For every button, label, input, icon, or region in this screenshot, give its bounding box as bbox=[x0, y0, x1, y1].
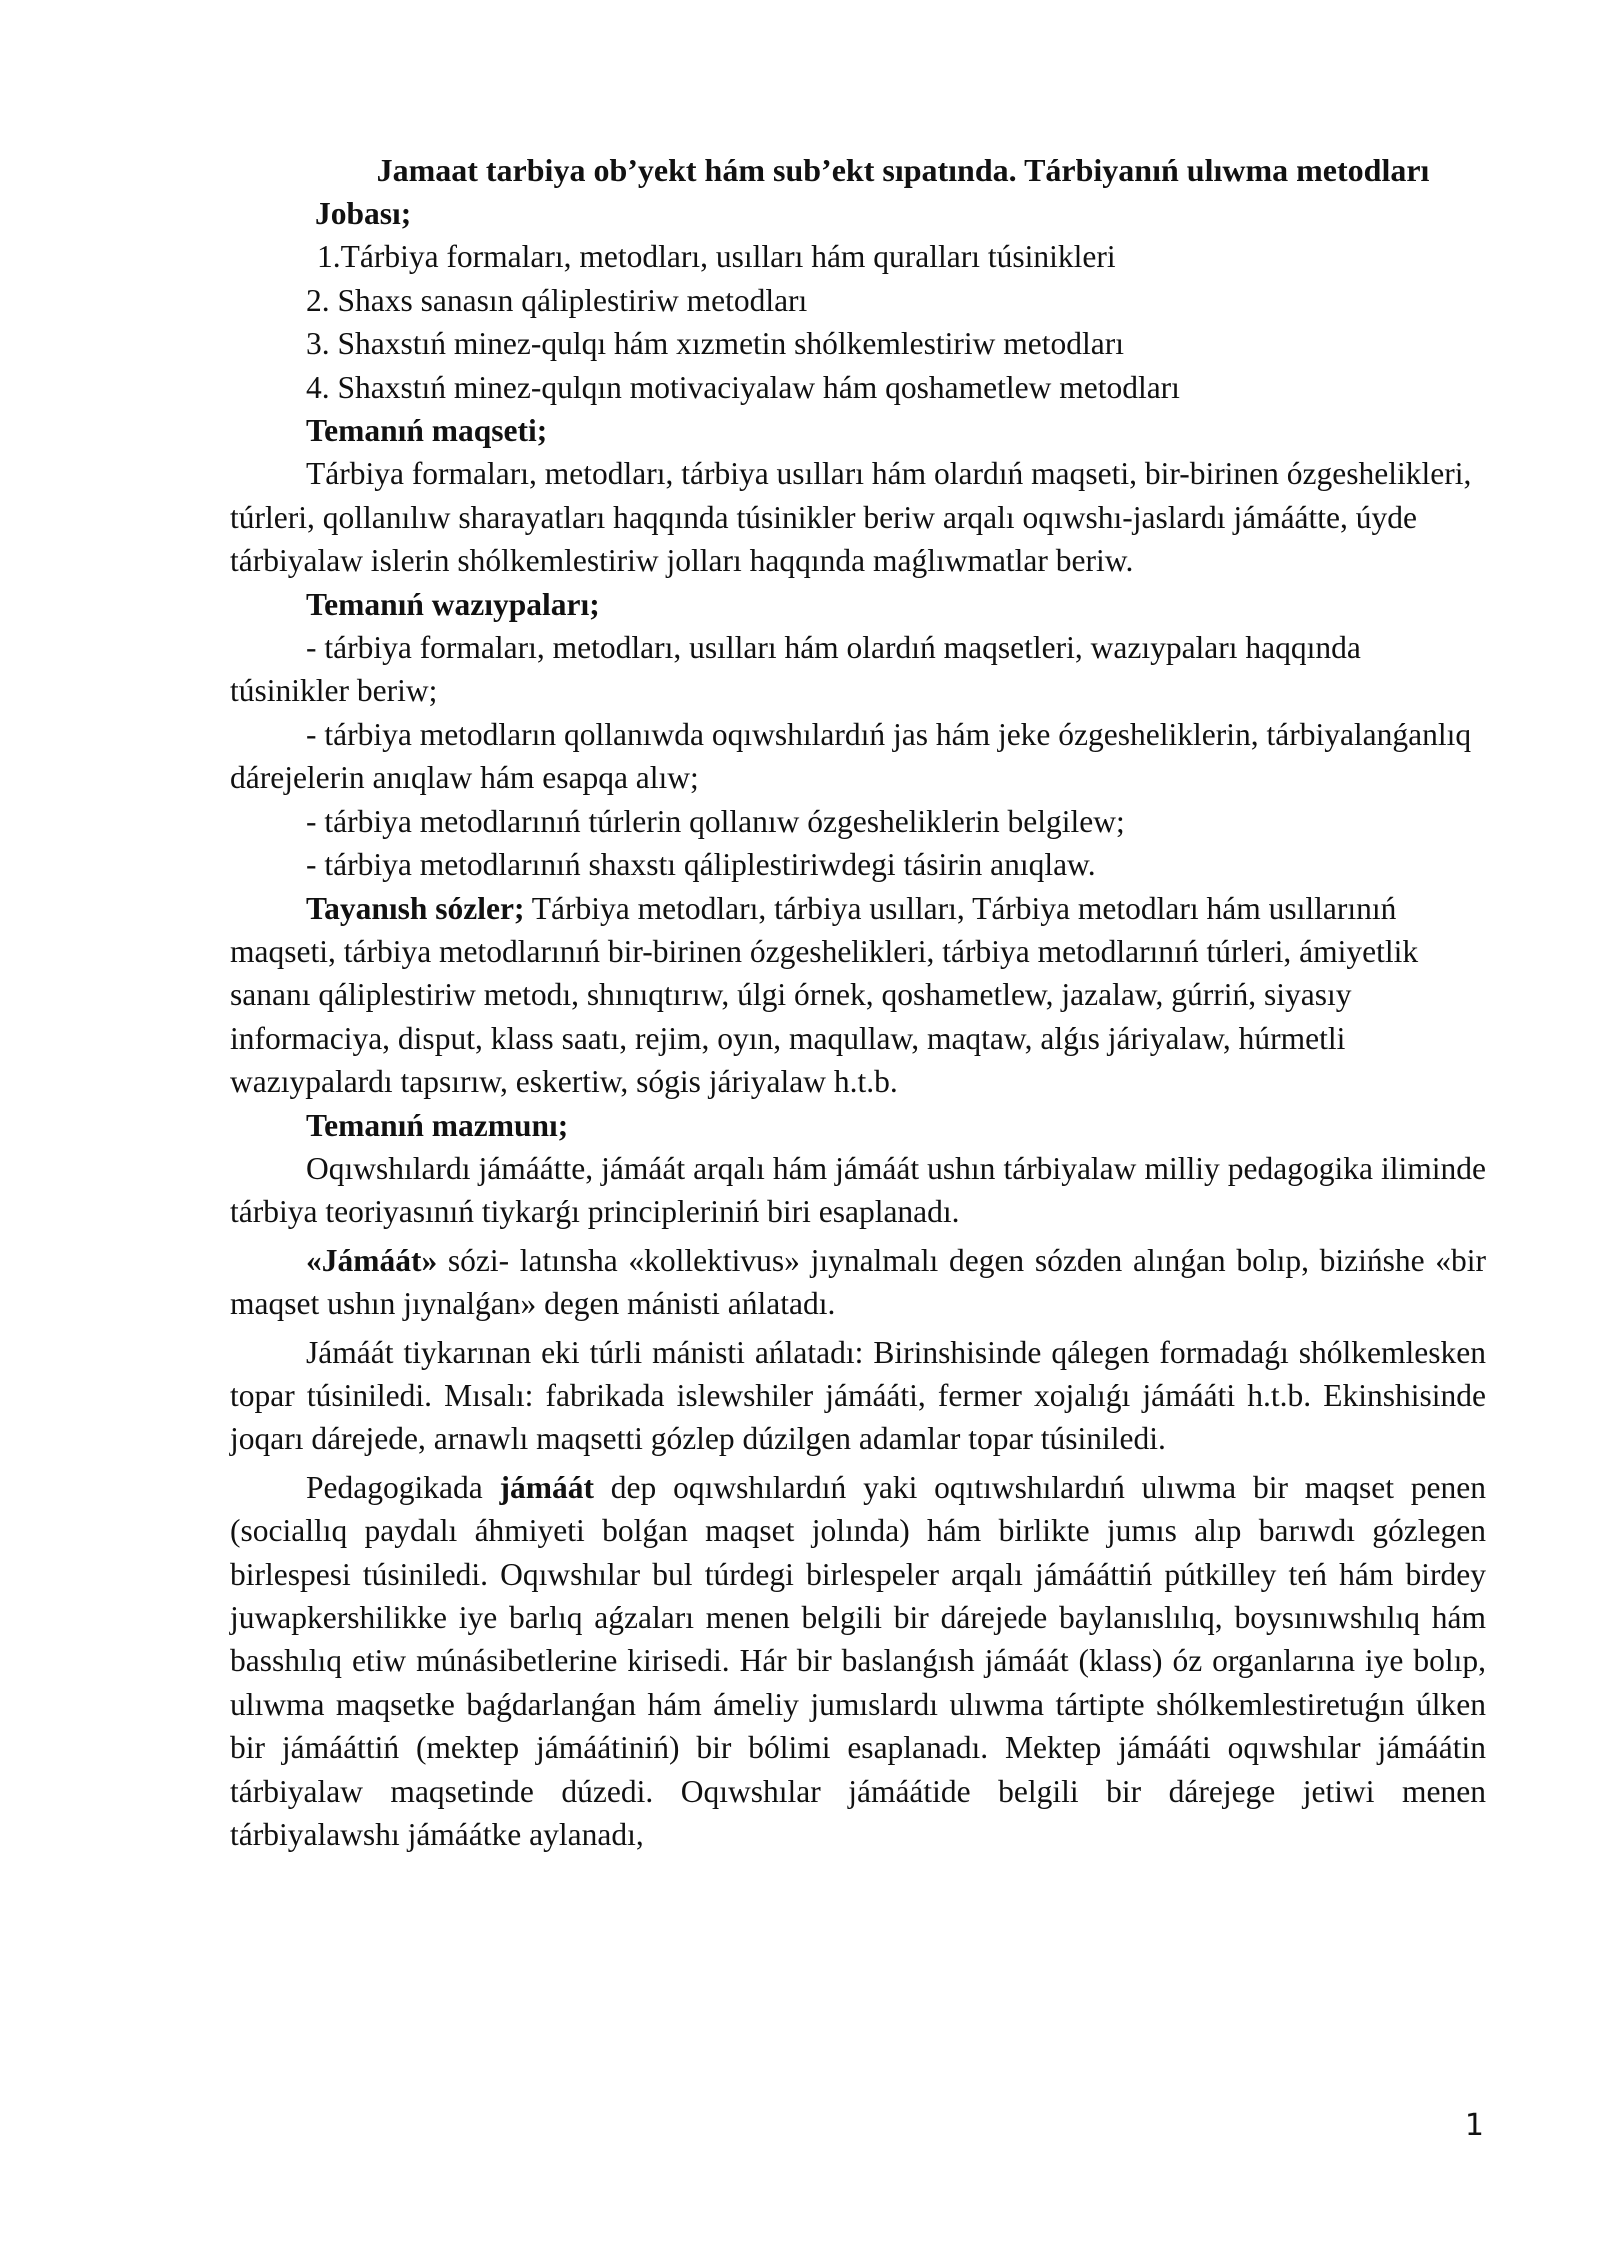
task-item-3: - tárbiya metodlarınıń túrlerin qollanıw ózgesheliklerin belgilew; bbox=[306, 803, 1125, 839]
plan-item-4: 4. Shaxstıń minez-qulqın motivaciyalaw hám qoshametlew metodları bbox=[306, 369, 1180, 405]
keywords-text: Tárbiya metodları, tárbiya usılları, Tárbiya metodları hám usıllarınıń maqseti, tárbiya metodlarınıń bir-birinen ózgeshelikleri, tárbiya metodlarınıń túrleri, ámiyetlik sananı qáliplestiriw metodı, shınıqtırıw, úlgi órnek, qoshametlew, jazalaw, gúrriń, siyasıy informaciya, disput, klass saatı, rejim, oyın, maqullaw, maqtaw, alǵıs járiyalaw, húrmetli wazıypalardı tapsırıw, eskertiw, sógis járiyalaw h.t.b. bbox=[230, 890, 1419, 1100]
jamaat-term: «Jámáát» bbox=[306, 1242, 438, 1278]
content-paragraph-3: Jámáát tiykarınan eki túrli mánisti ańlatadı: Birinshisinde qálegen formadaǵı shólkemlesken topar túsiniledi. Mısalı: fabrikada islewshiler jámááti, fermer xojalıǵı jámááti h.t.b. Ekinshisinde joqarı dárejede, arnawlı maqsetti gózlep dúzilgen adamlar topar túsiniledi. bbox=[230, 1334, 1486, 1457]
plan-item-3: 3. Shaxstıń minez-qulqı hám xızmetin shólkemlestiriw metodları bbox=[306, 326, 1124, 362]
tasks-heading: Temanıń wazıypaları; bbox=[306, 586, 600, 622]
p4-start: Pedagogikada bbox=[306, 1469, 500, 1505]
page-number: 1 bbox=[1464, 2108, 1484, 2143]
task-item-1: - tárbiya formaları, metodları, usılları hám olardıń maqsetleri, wazıypaları haqqında túsinikler beriw; bbox=[230, 630, 1361, 709]
content-paragraph-4 bbox=[230, 1466, 1486, 1857]
keywords-paragraph bbox=[230, 887, 1486, 1104]
p4-rest: dep oqıwshılardıń yaki oqıtıwshılardıń ulıwma bir maqset penen (sociallıq paydalı áhmiyeti bolǵan maqset jolında) hám birlikte jumıs alıp barıwdı gózlegen birlespesi túsiniledi. Oqıwshılar bul túrdegi birlespeler arqalı jámááttiń pútkilley teń hám birdey juwapkershilikke iye barlıq aǵzaları menen belgili bir dárejede baylanıslılıq, boysınıwshılıq hám basshılıq etiw múnásibetlerine kirisedi. Hár bir baslanǵısh jámáát (klass) óz organlarına iye bolıp, ulıwma maqsetke baǵdarlanǵan hám ámeliy jumıslardı ulıwma tártipte shólkemlestiretuǵın úlken bir jámááttiń (mektep jámáátiniń) bir bólimi esaplanadı. Mektep jámááti oqıwshılar jámáátin tárbiyalaw maqsetinde dúzedi. Oqıwshılar jámáátide belgili bir dárejege jetiwi menen tárbiyalawshı jámáátke aylanadı, bbox=[230, 1469, 1486, 1853]
keywords-label: Tayanısh sózler; bbox=[306, 890, 525, 926]
jamaat-definition: sózi- latınsha «kollektivus» jıynalmalı degen sózden alınǵan bolıp, bizińshe «bir maqset ushın jıynalǵan» degen mánisti ańlatadı. bbox=[230, 1242, 1486, 1322]
page-content bbox=[230, 148, 1486, 1856]
goal-heading: Temanıń maqseti; bbox=[306, 413, 548, 449]
plan-heading: Jobası; bbox=[315, 196, 412, 231]
document-title: Jamaat tarbiya ob’yekt hám sub’ekt sıpatında. Tárbiyanıń ulıwma metodları bbox=[376, 152, 1430, 188]
task-item-2: - tárbiya metodların qollanıwda oqıwshılardıń jas hám jeke ózgesheliklerin, tárbiyalanǵanlıq dárejelerin anıqlaw hám esapqa alıw; bbox=[230, 716, 1472, 796]
task-item-4: - tárbiya metodlarınıń shaxstı qáliplestiriwdegi tásirin anıqlaw. bbox=[306, 847, 1096, 883]
plan-item-2: 2. Shaxs sanasın qáliplestiriw metodları bbox=[306, 282, 808, 318]
content-paragraph-1: Oqıwshılardı jámáátte, jámáát arqalı hám jámáát ushın tárbiyalaw milliy pedagogika iliminde tárbiya teoriyasınıń tiykarǵı principleriniń biri esaplanadı. bbox=[230, 1150, 1486, 1230]
goal-paragraph: Tárbiya formaları, metodları, tárbiya usılları hám olardıń maqseti, bir-birinen ózgeshelikleri, túrleri, qollanılıw sharayatları haqqında túsinikler beriw arqalı oqıwshı-jaslardı jámáátte, úyde tárbiyalaw islerin shólkemlestiriw jolları haqqında maǵlıwmatlar beriw. bbox=[230, 456, 1472, 579]
p4-bold-term: jámáát bbox=[499, 1469, 594, 1505]
content-heading: Temanıń mazmunı; bbox=[306, 1107, 569, 1143]
plan-item-1: 1.Tárbiya formaları, metodları, usılları hám quralları túsinikleri bbox=[317, 239, 1116, 275]
content-paragraph-2 bbox=[230, 1239, 1486, 1326]
